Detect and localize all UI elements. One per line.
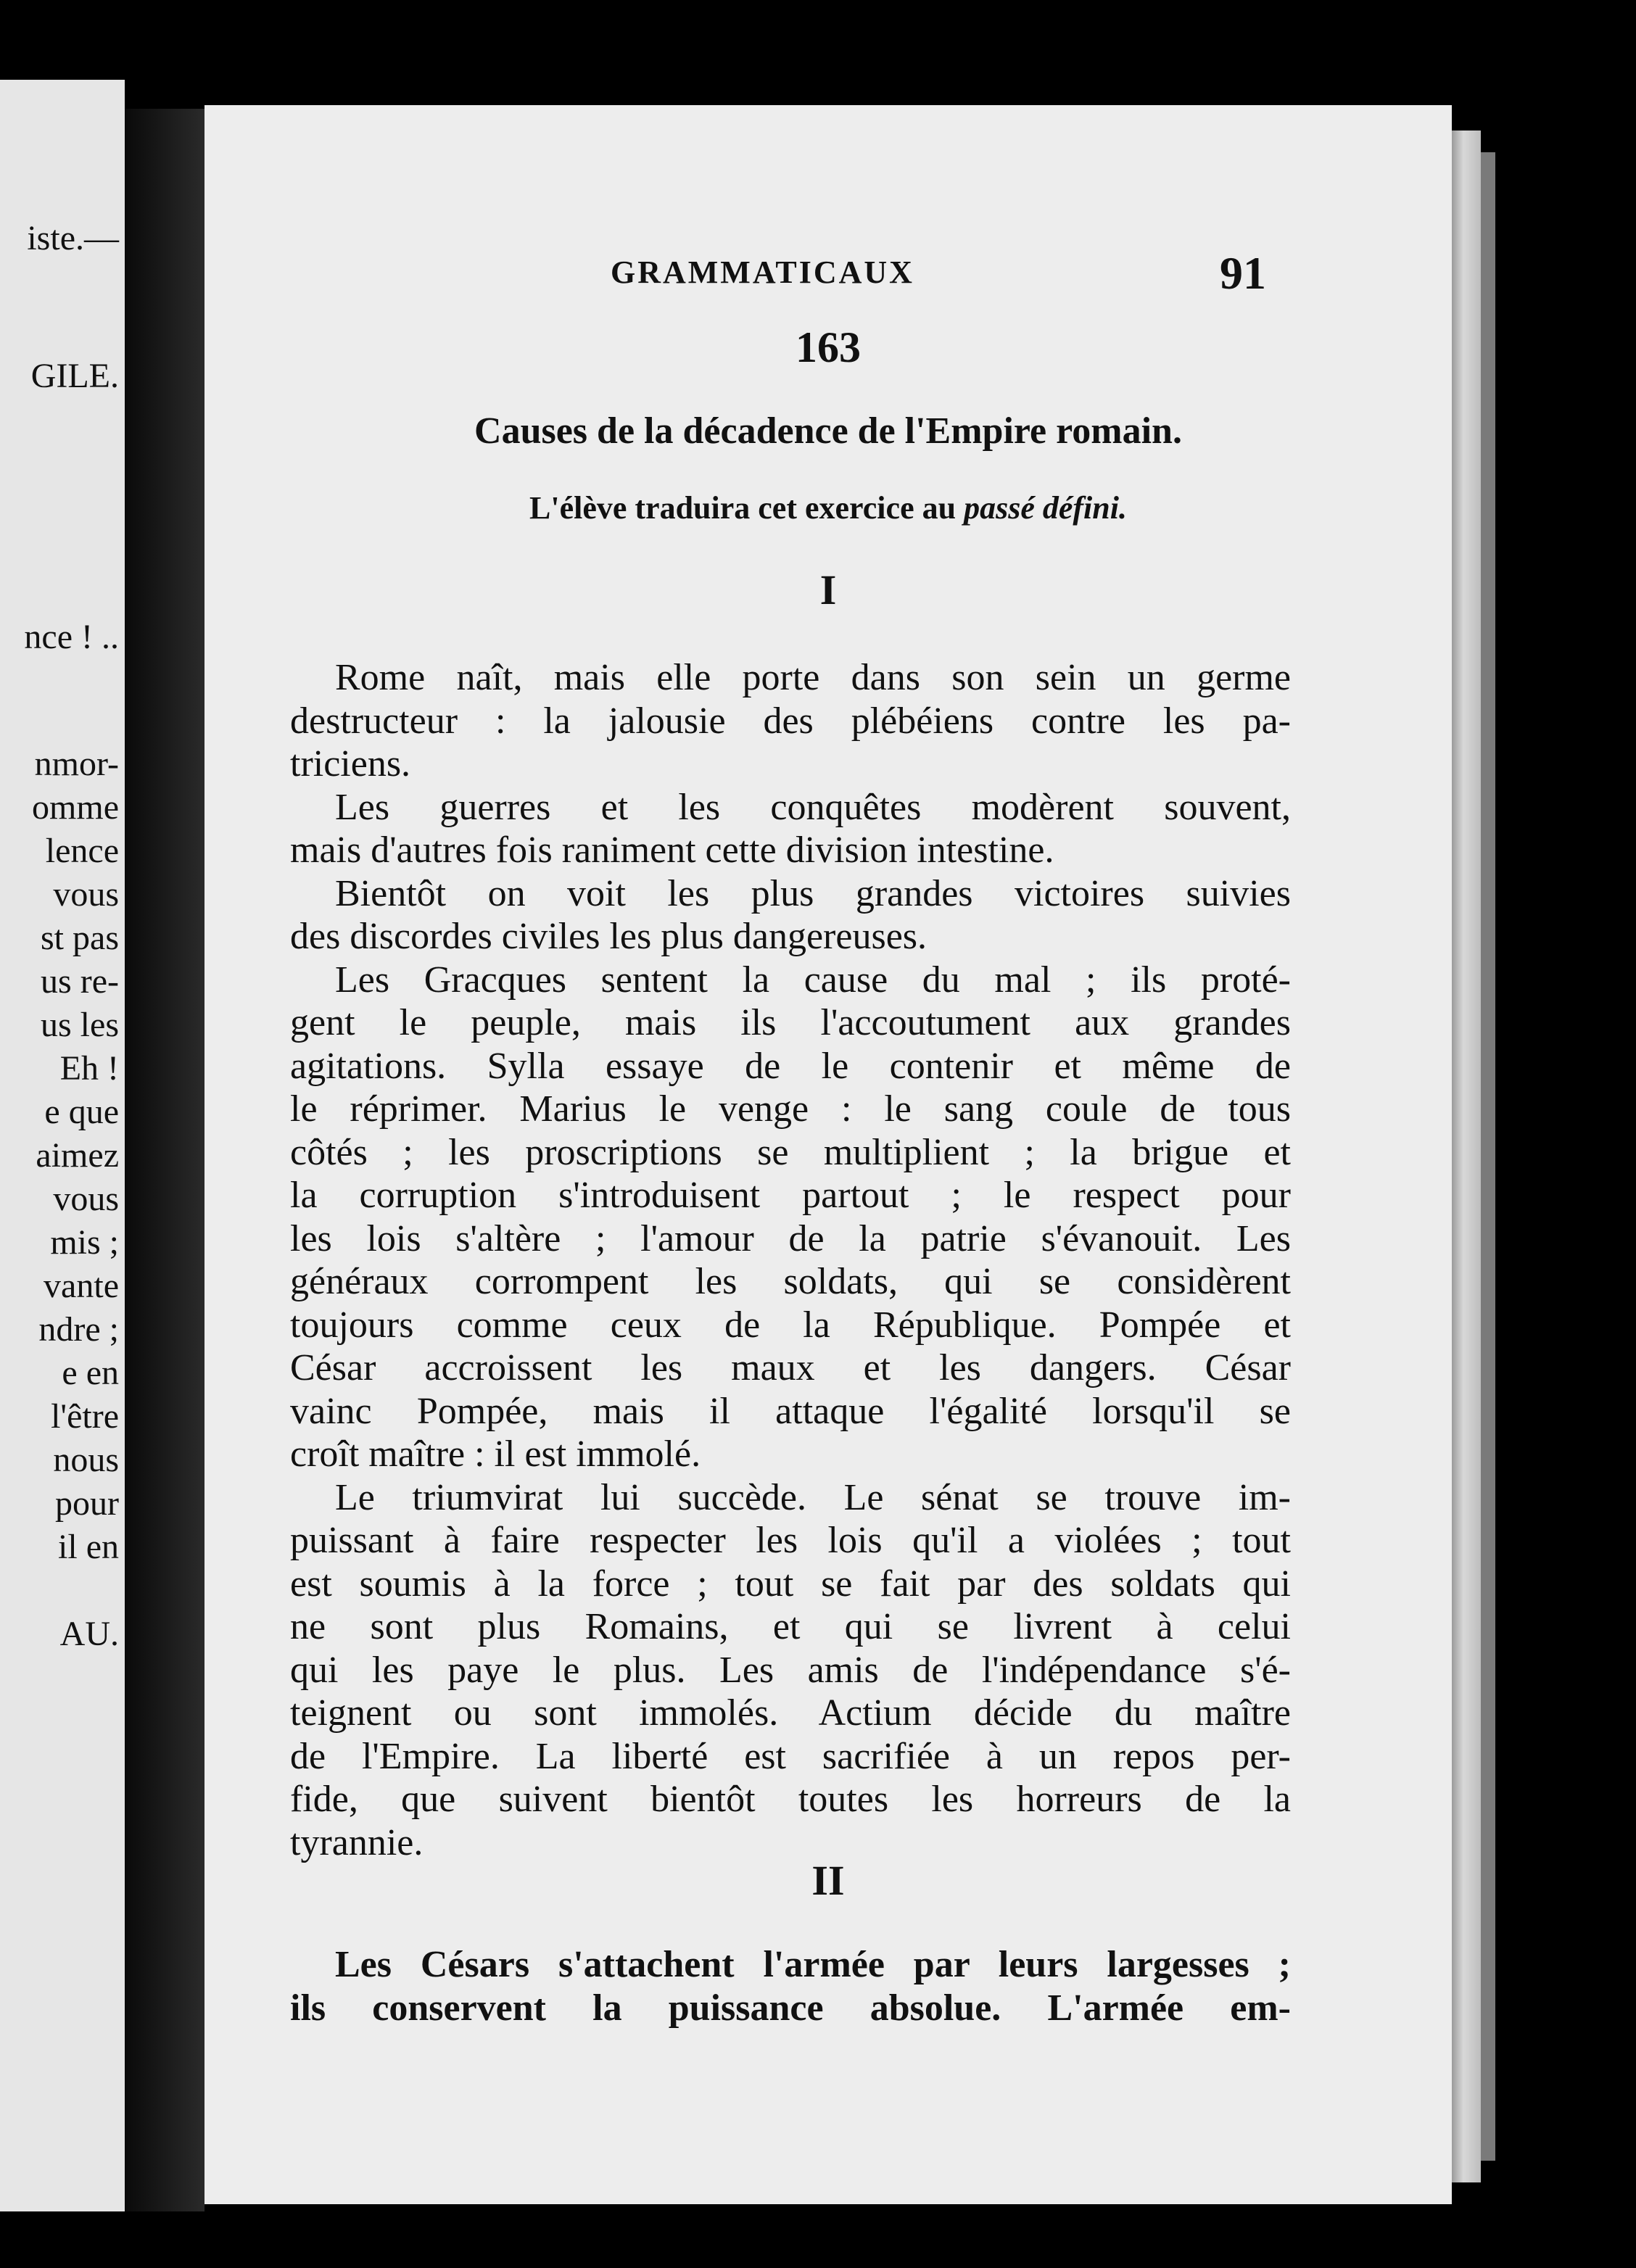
left-page-line: il en	[58, 1528, 119, 1566]
left-page-line: ndre ;	[38, 1310, 119, 1349]
text-line: Bientôt on voit les plus grandes victoires suivies	[335, 872, 1291, 914]
book-gutter	[125, 109, 204, 2211]
text-line: des discordes civiles les plus dangereuses.	[290, 916, 928, 957]
section-heading-2: II	[811, 1857, 845, 1904]
text-line: qui les paye le plus. Les amis de l'indépendance s'é-	[290, 1649, 1291, 1691]
left-page-line: vante	[44, 1267, 119, 1305]
text-line: croît maître : il est immolé.	[290, 1433, 701, 1475]
page-number: 91	[1220, 247, 1266, 299]
text-line: agitations. Sylla essaye de le contenir et même de	[290, 1045, 1291, 1087]
instruction-text: L'élève traduira cet exercice au	[529, 490, 964, 526]
page-edge	[1452, 131, 1481, 2182]
text-line: fide, que suivent bientôt toutes les horreurs de la	[290, 1779, 1291, 1820]
text-line: côtés ; les proscriptions se multiplient ; la brigue et	[290, 1131, 1291, 1173]
text-line: Les guerres et les conquêtes modèrent souvent,	[335, 786, 1291, 828]
exercise-number: 163	[796, 323, 861, 371]
text-line: Le triumvirat lui succède. Le sénat se trouve im-	[335, 1476, 1291, 1518]
left-page-line: vous	[53, 1180, 119, 1218]
section-2-text	[290, 1943, 1291, 2029]
left-page-line: us les	[41, 1006, 119, 1044]
text-line: Les Césars s'attachent l'armée par leurs largesses ;	[335, 1944, 1291, 1985]
left-page-line: aimez	[36, 1136, 119, 1175]
instruction-emphasis: passé défini.	[964, 490, 1127, 526]
text-line: les lois s'altère ; l'amour de la patrie s'évanouit. Les	[290, 1217, 1291, 1259]
left-page-line: Eh !	[59, 1049, 119, 1088]
left-page-line: lence	[45, 832, 119, 870]
text-line: puissant à faire respecter les lois qu'il a violées ; tout	[290, 1520, 1291, 1561]
text-line: ils conservent la puissance absolue. L'armée em-	[290, 1987, 1291, 2029]
left-page-line: pour	[55, 1484, 119, 1523]
exercise-title: Causes de la décadence de l'Empire romain.	[474, 410, 1182, 452]
text-line: César accroissent les maux et les dangers. César	[290, 1347, 1291, 1388]
text-line: triciens.	[290, 743, 411, 785]
text-line: Les Gracques sentent la cause du mal ; ils proté-	[335, 959, 1291, 1001]
text-line: de l'Empire. La liberté est sacrifiée à un repos per-	[290, 1735, 1291, 1777]
text-line: vainc Pompée, mais il attaque l'égalité lorsqu'il se	[290, 1390, 1291, 1432]
left-page-line: e que	[44, 1093, 119, 1131]
page-edge-shadow	[1481, 152, 1495, 2161]
text-line: teignent ou sont immolés. Actium décide du maître	[290, 1692, 1291, 1734]
left-page-line: us re-	[41, 962, 119, 1001]
left-page-line: nce ! ..	[24, 618, 119, 656]
section-1-text	[290, 656, 1291, 1864]
left-page-line: nous	[53, 1441, 119, 1479]
left-page-line: vous	[53, 875, 119, 914]
text-line: toujours comme ceux de la République. Pompée et	[290, 1304, 1291, 1346]
text-line: Rome naît, mais elle porte dans son sein un germe	[335, 657, 1291, 698]
left-page-line: AU.	[59, 1615, 119, 1653]
left-page-line: omme	[32, 788, 119, 827]
left-page-line: GILE.	[30, 357, 119, 395]
page-header	[204, 247, 1452, 297]
text-line: mais d'autres fois raniment cette division intestine.	[290, 829, 1054, 871]
left-page-line: nmor-	[34, 745, 119, 783]
left-page-line: e en	[62, 1354, 119, 1392]
left-page-line: l'être	[51, 1397, 119, 1436]
text-line: la corruption s'introduisent partout ; le respect pour	[290, 1175, 1291, 1216]
left-page-line: mis ;	[50, 1223, 119, 1262]
previous-page-fragment	[0, 80, 125, 2211]
running-head: GRAMMATICAUX	[611, 254, 914, 290]
text-line: le réprimer. Marius le venge : le sang coule de tous	[290, 1088, 1291, 1130]
text-line: généraux corrompent les soldats, qui se considèrent	[290, 1261, 1291, 1302]
book-page	[204, 105, 1452, 2204]
left-page-line: st pas	[41, 919, 119, 957]
text-line: tyrannie.	[290, 1821, 424, 1863]
text-line: ne sont plus Romains, et qui se livrent à celui	[290, 1606, 1291, 1647]
text-line: gent le peuple, mais ils l'accoutument aux grandes	[290, 1002, 1291, 1043]
text-line: est soumis à la force ; tout se fait par des soldats qui	[290, 1563, 1291, 1605]
left-page-line: iste.—	[27, 219, 119, 257]
text-line: destructeur : la jalousie des plébéiens contre les pa-	[290, 700, 1291, 742]
exercise-instruction	[204, 489, 1452, 526]
section-heading-1: I	[819, 566, 837, 613]
